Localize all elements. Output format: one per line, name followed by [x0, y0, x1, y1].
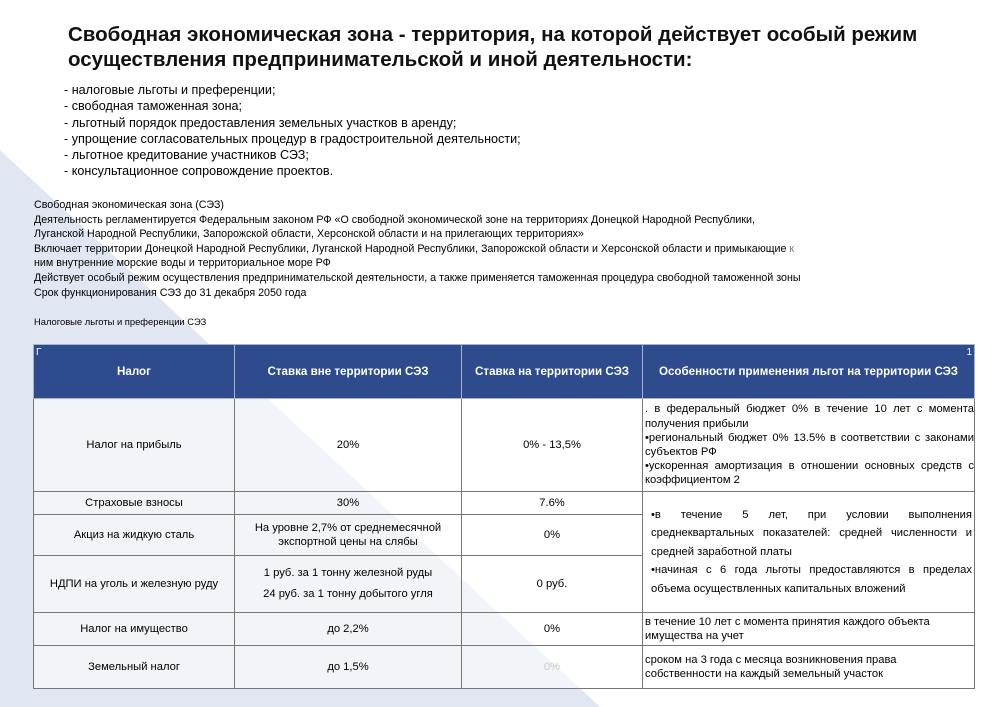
feature-note: . в федеральный бюджет 0% в течение 10 лет с момента получения прибыли	[645, 403, 974, 430]
tax-name: Налог на имущество	[34, 613, 235, 646]
rate-inside: 0%	[462, 515, 643, 556]
list-item: - налоговые льготы и преференции;	[64, 82, 521, 98]
info-line: Деятельность регламентируется Федеральным законом РФ «О свободной экономической зоне на территориях Донецкой Народной Республики,	[34, 213, 755, 226]
tax-name: Страховые взносы	[34, 492, 235, 515]
column-header-rate-outside: Ставка вне территории СЭЗ	[235, 345, 462, 399]
info-line: Свободная экономическая зона (СЭЗ)	[34, 199, 224, 211]
rate-outside-line: 1 руб. за 1 тонну железной руды	[263, 567, 433, 579]
rate-inside: 0%	[462, 613, 643, 646]
info-text: Включает территории Донецкой Народной Республики, Луганской Народной Республики, Запорожской области и Херсонской области и примыкающие	[34, 242, 790, 255]
benefits-list	[64, 82, 521, 180]
list-item: - свободная таможенная зона;	[64, 98, 521, 114]
feature-note: •начиная с 6 года льготы предоставляются в пределах объема осуществленных капитальных вложений	[651, 564, 972, 595]
table-caption: Налоговые льготы и преференции СЭЗ	[34, 316, 207, 327]
table-row	[34, 399, 975, 492]
column-header-tax: Г Налог	[34, 345, 235, 399]
info-line: Срок функционирования СЭЗ до 31 декабря 2050 года	[34, 286, 307, 299]
info-line	[34, 242, 964, 257]
info-line: Действует особый режим осуществления предпринимательской деятельности, а также применяется таможенная процедура свободной таможенной зоны	[34, 271, 801, 284]
rate-outside: 20%	[235, 399, 462, 492]
tax-benefits-table	[33, 344, 975, 689]
tax-name: НДПИ на уголь и железную руду	[34, 556, 235, 613]
tax-name: Земельный налог	[34, 646, 235, 689]
table-row	[34, 613, 975, 646]
sez-info-block	[34, 198, 964, 300]
header-corner-mark: 1	[966, 347, 972, 358]
feature-note: •ускоренная амортизация в отношении основных средств с коэффициентом 2	[645, 460, 974, 487]
rate-outside: до 2,2%	[235, 613, 462, 646]
rate-inside: 0 руб.	[462, 556, 643, 613]
page-title: Свободная экономическая зона - территория, на которой действует особый режим осуществления предпринимательской и иной деятельности:	[68, 23, 918, 71]
column-header-features: 1 Особенности применения льгот на территории СЭЗ	[643, 345, 975, 399]
rate-outside: На уровне 2,7% от среднемесячной экспортной цены на слябы	[235, 515, 462, 556]
table-row	[34, 646, 975, 689]
rate-inside: 7.6%	[462, 492, 643, 515]
list-item: - льготное кредитование участников СЭЗ;	[64, 147, 521, 163]
features-cell	[643, 399, 975, 492]
info-line: ним внутренние морские воды и территориальное море РФ	[34, 257, 331, 270]
rate-outside: 30%	[235, 492, 462, 515]
rate-outside	[235, 556, 462, 613]
column-header-rate-inside: Ставка на территории СЭЗ	[462, 345, 643, 399]
list-item: - льготный порядок предоставления земельных участков в аренду;	[64, 115, 521, 131]
features-cell	[643, 492, 975, 613]
features-cell: в течение 10 лет с момента принятия каждого объекта имущества на учет	[643, 613, 975, 646]
rate-inside: 0% - 13,5%	[462, 399, 643, 492]
info-line: Луганской Народной Республики, Запорожской области, Херсонской области и на прилегающих территориях»	[34, 228, 584, 241]
rate-outside-line: 24 руб. за 1 тонну добытого угля	[263, 588, 433, 600]
rate-outside: до 1,5%	[235, 646, 462, 689]
header-corner-mark: Г	[36, 347, 42, 358]
list-item: - упрощение согласовательных процедур в градостроительной деятельности;	[64, 131, 521, 147]
features-cell: сроком на 3 года с месяца возникновения права собственности на каждый земельный участок	[643, 646, 975, 689]
rate-inside: 0%	[462, 646, 643, 689]
table-row	[34, 492, 975, 515]
tax-name: Налог на прибыль	[34, 399, 235, 492]
feature-note: •в течение 5 лет, при условии выполнения среднеквартальных показателей: средней численности и средней заработной платы	[651, 508, 972, 558]
tax-name: Акциз на жидкую сталь	[34, 515, 235, 556]
feature-note: •региональный бюджет 0% 13.5% в соответствии с законами субъектов РФ	[645, 431, 974, 458]
info-text: к	[789, 242, 795, 255]
list-item: - консультационное сопровождение проектов.	[64, 163, 521, 179]
table-header-row	[34, 345, 975, 399]
